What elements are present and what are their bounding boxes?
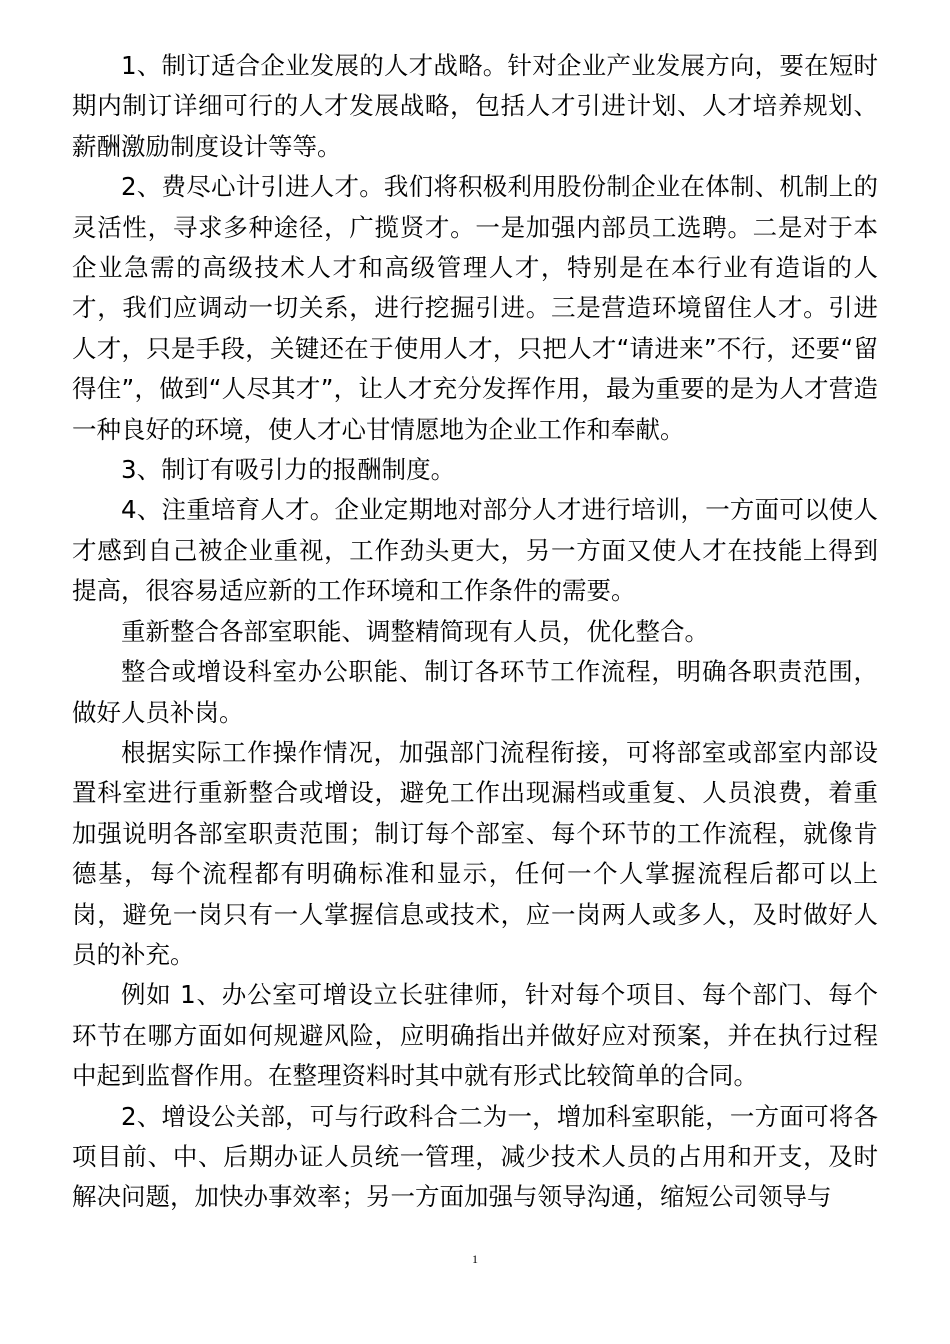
paragraph-example-lawyer: 例如 1、办公室可增设立长驻律师，针对每个项目、每个部门、每个环节在哪方面如何规避风险，应明确指出并做好应对预案，并在执行过程中起到监督作用。在整理资料时其中就有形式比较简单的合同。 (72, 980, 878, 1091)
paragraph-talent-strategy: 1、制订适合企业发展的人才战略。针对企业产业发展方向，要在短时期内制订详细可行的人才发展战略，包括人才引进计划、人才培养规划、薪酬激励制度设计等等。 (72, 51, 878, 161)
paragraph-workflow-details: 根据实际工作操作情况，加强部门流程衔接，可将部室或部室内部设置科室进行重新整合或增设，避免工作出现漏档或重复、人员浪费，着重加强说明各部室职责范围；制订每个部室、每个环节的工作流程，就像肯德基，每个流程都有明确标准和显示，任何一个人掌握流程后都可以上岗，避免一岗只有一人掌握信息或技术，应一岗两人或多人，及时做好人员的补充。 (72, 737, 878, 969)
paragraph-public-relations: 2、增设公关部，可与行政科合二为一，增加科室职能，一方面可将各项目前、中、后期办证人员统一管理，减少技术人员的占用和开支，及时解决问题，加快办事效率；另一方面加强与领导沟通，缩短公司领导与 (72, 1101, 878, 1212)
paragraph-talent-training: 4、注重培育人才。企业定期地对部分人才进行培训，一方面可以使人才感到自己被企业重视，工作劲头更大，另一方面又使人才在技能上得到提高，很容易适应新的工作环境和工作条件的需要。 (72, 495, 878, 606)
document-body (72, 46, 878, 1218)
paragraph-talent-recruitment: 2、费尽心计引进人才。我们将积极利用股份制企业在体制、机制上的灵活性，寻求多种途径，广揽贤才。一是加强内部员工选聘。二是对于本企业急需的高级技术人才和高级管理人才，特别是在本行业有造诣的人才，我们应调动一切关系，进行挖掘引进。三是营造环境留住人才。引进人才，只是手段，关键还在于使用人才，只把人才“请进来”不行，还要“留得住”，做到“人尽其才”，让人才充分发挥作用，最为重要的是为人才营造一种良好的环境，使人才心甘情愿地为企业工作和奉献。 (72, 172, 878, 444)
paragraph-compensation-system: 3、制订有吸引力的报酬制度。 (121, 455, 456, 485)
paragraph-office-functions: 整合或增设科室办公职能、制订各环节工作流程，明确各职责范围，做好人员补岗。 (72, 657, 878, 727)
paragraph-department-integration: 重新整合各部室职能、调整精简现有人员，优化整合。 (121, 616, 709, 646)
page-number: 1 (472, 1252, 478, 1266)
